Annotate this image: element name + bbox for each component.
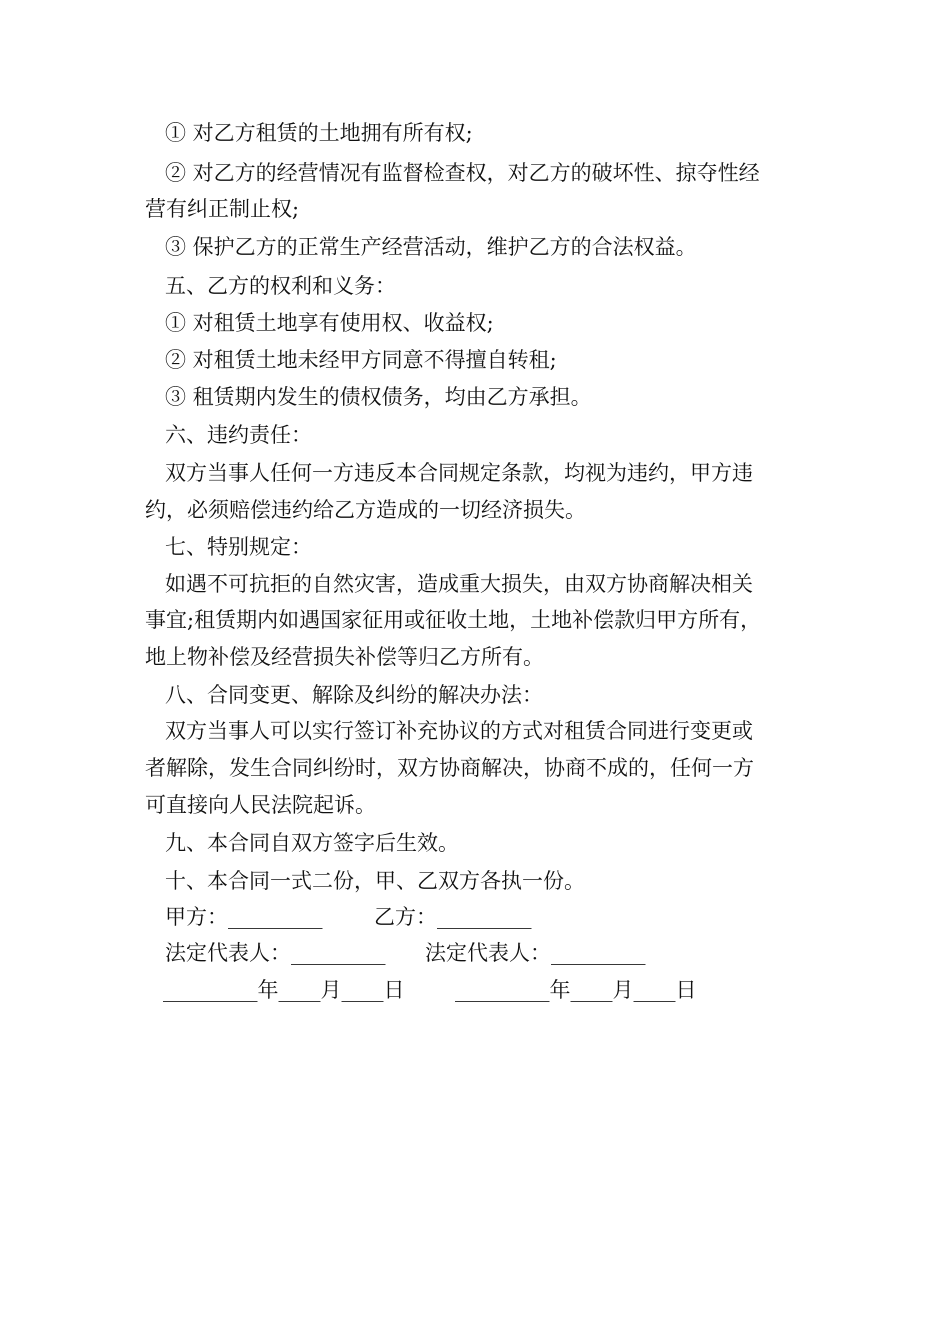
clause-text-line: ① 对租赁土地享有使用权、收益权; xyxy=(165,311,494,335)
party-b-representative-field: 法定代表人：_________ xyxy=(425,941,646,965)
clause-text-line: ② 对乙方的经营情况有监督检查权，对乙方的破坏性、掠夺性经 xyxy=(165,161,760,185)
section-heading: 五、乙方的权利和义务： xyxy=(165,274,396,298)
clause-text-line: ② 对租赁土地未经甲方同意不得擅自转租; xyxy=(165,348,557,372)
party-a-date-field: _________年____月____日 xyxy=(163,978,405,1002)
party-a-representative-field: 法定代表人：_________ xyxy=(165,941,386,965)
party-b-signature-field: 乙方：_________ xyxy=(374,905,532,929)
clause-text-line: 约，必须赔偿违约给乙方造成的一切经济损失。 xyxy=(145,498,586,522)
section-heading: 七、特别规定： xyxy=(165,535,312,559)
clause-text-line: 营有纠正制止权; xyxy=(145,197,300,221)
clause-text-line: 可直接向人民法院起诉。 xyxy=(145,793,376,817)
section-heading: 十、本合同一式二份，甲、乙双方各执一份。 xyxy=(165,869,585,893)
section-heading: 八、合同变更、解除及纠纷的解决办法： xyxy=(165,683,543,707)
clause-text-line: 如遇不可抗拒的自然灾害，造成重大损失，由双方协商解决相关 xyxy=(165,572,753,596)
clause-text-line: ③ 保护乙方的正常生产经营活动，维护乙方的合法权益。 xyxy=(165,235,697,259)
section-heading: 六、违约责任： xyxy=(165,423,312,447)
clause-text-line: 双方当事人可以实行签订补充协议的方式对租赁合同进行变更或 xyxy=(165,719,753,743)
clause-text-line: 者解除，发生合同纠纷时，双方协商解决，协商不成的，任何一方 xyxy=(145,756,754,780)
clause-text-line: 事宜;租赁期内如遇国家征用或征收土地，土地补偿款归甲方所有， xyxy=(145,608,762,632)
clause-text-line: 地上物补偿及经营损失补偿等归乙方所有。 xyxy=(145,645,544,669)
party-a-signature-field: 甲方：_________ xyxy=(165,905,323,929)
clause-text-line: ① 对乙方租赁的土地拥有所有权; xyxy=(165,121,473,145)
clause-text-line: 双方当事人任何一方违反本合同规定条款，均视为违约，甲方违 xyxy=(165,461,753,485)
party-b-date-field: _________年____月____日 xyxy=(455,978,697,1002)
section-heading: 九、本合同自双方签字后生效。 xyxy=(165,831,459,855)
clause-text-line: ③ 租赁期内发生的债权债务，均由乙方承担。 xyxy=(165,385,592,409)
